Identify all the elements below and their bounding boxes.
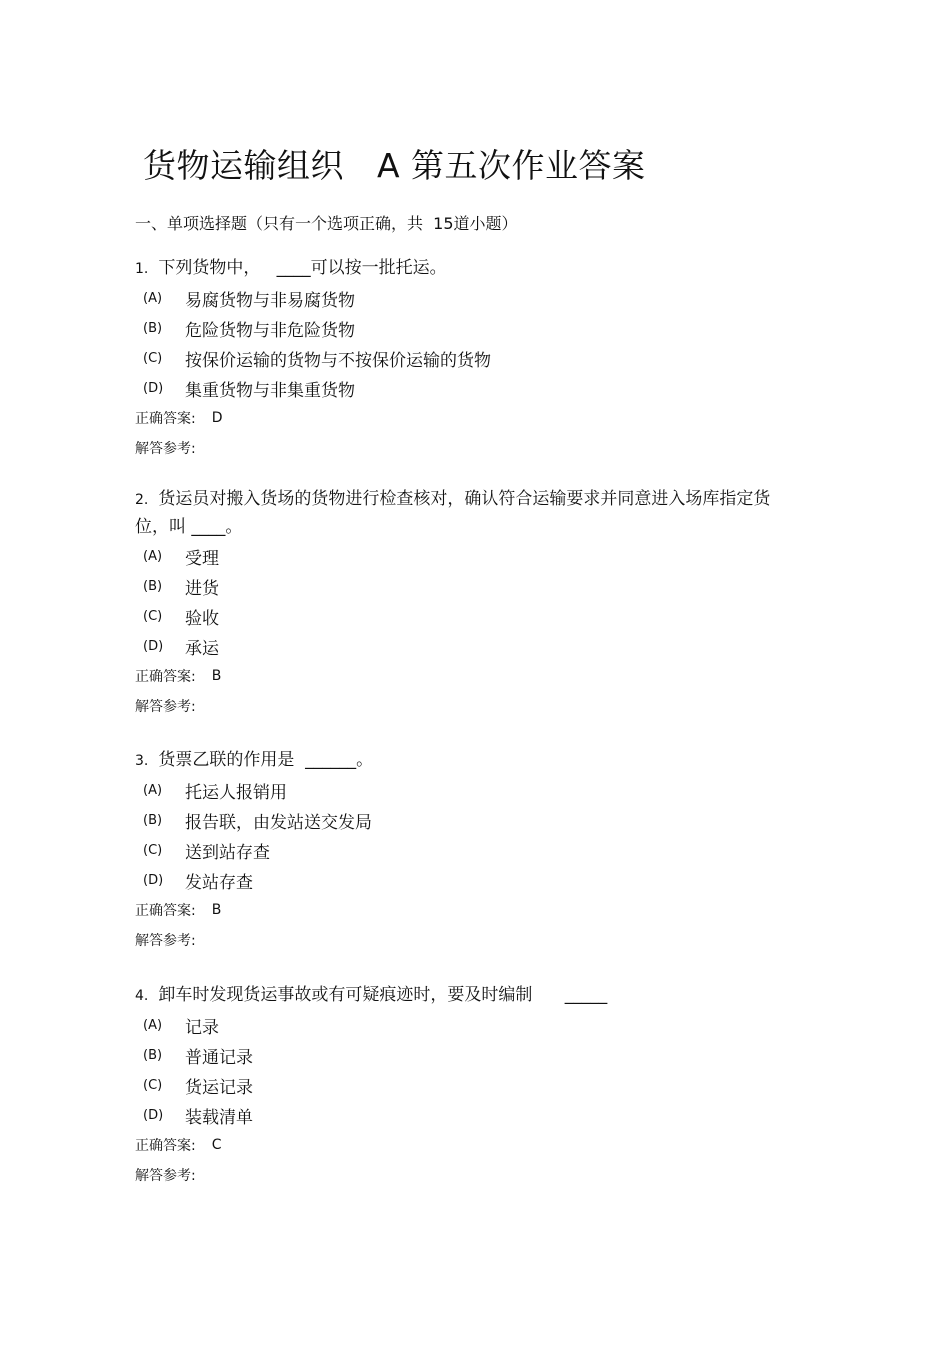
question-stem (135, 486, 775, 541)
option-d (135, 1100, 775, 1130)
correct-answer (135, 661, 775, 691)
reference-label: 解答参考: (135, 441, 196, 457)
answer-label: 正确答案: (135, 669, 196, 685)
reference-label: 解答参考: (135, 933, 196, 949)
correct-answer (135, 895, 775, 925)
option-c (135, 343, 775, 373)
option-text: 集重货物与非集重货物 (185, 380, 355, 401)
option-a (135, 775, 775, 805)
option-b (135, 805, 775, 835)
document-title: 货物运输组织 A 第五次作业答案 (143, 146, 646, 185)
answer-value: C (211, 1137, 222, 1153)
reference-label: 解答参考: (135, 699, 196, 715)
option-a (135, 283, 775, 313)
question-text: 货运员对搬入货场的货物进行检查核对，确认符合运输要求并同意进入场库指定货位，叫 ____。 (135, 489, 771, 537)
answer-label: 正确答案: (135, 903, 196, 919)
option-label: (A) (143, 548, 163, 564)
question-text: 货票乙联的作用是 ______。 (158, 750, 374, 770)
option-c (135, 835, 775, 865)
option-text: 装载清单 (185, 1107, 253, 1128)
option-text: 受理 (185, 548, 219, 569)
question-1 (135, 255, 775, 463)
question-3 (135, 747, 775, 955)
option-b (135, 313, 775, 343)
reference-label: 解答参考: (135, 1168, 196, 1184)
question-stem (135, 747, 775, 775)
option-label: (A) (143, 290, 163, 306)
answer-reference (135, 691, 775, 721)
option-text: 报告联，由发站送交发局 (185, 812, 372, 833)
option-d (135, 865, 775, 895)
answer-value: B (211, 902, 222, 918)
correct-answer (135, 403, 775, 433)
option-b (135, 571, 775, 601)
option-text: 按保价运输的货物与不按保价运输的货物 (185, 350, 491, 371)
correct-answer (135, 1130, 775, 1160)
option-d (135, 631, 775, 661)
option-text: 发站存查 (185, 872, 253, 893)
option-label: (B) (143, 578, 163, 594)
answer-reference (135, 1160, 775, 1190)
section-heading: 一、单项选择题（只有一个选项正确，共 15道小题） (135, 214, 518, 233)
answer-reference (135, 925, 775, 955)
option-a (135, 541, 775, 571)
question-stem (135, 255, 775, 283)
question-4 (135, 982, 775, 1190)
option-text: 易腐货物与非易腐货物 (185, 290, 355, 311)
option-text: 危险货物与非危险货物 (185, 320, 355, 341)
option-d (135, 373, 775, 403)
answer-label: 正确答案: (135, 411, 196, 427)
option-text: 进货 (185, 578, 219, 599)
option-label: (C) (143, 608, 163, 624)
option-label: (D) (143, 638, 164, 654)
question-number: 1. (135, 261, 149, 277)
option-label: (D) (143, 872, 164, 888)
question-number: 2. (135, 492, 149, 508)
question-text: 卸车时发现货运事故或有可疑痕迹时，要及时编制 _____ (158, 985, 608, 1005)
option-label: (B) (143, 812, 163, 828)
option-c (135, 601, 775, 631)
option-text: 承运 (185, 638, 219, 659)
question-number: 4. (135, 988, 149, 1004)
option-text: 验收 (185, 608, 219, 629)
question-2 (135, 486, 775, 721)
option-label: (C) (143, 350, 163, 366)
option-text: 送到站存查 (185, 842, 270, 863)
answer-label: 正确答案: (135, 1138, 196, 1154)
option-label: (A) (143, 1017, 163, 1033)
option-label: (B) (143, 1047, 163, 1063)
option-text: 托运人报销用 (185, 782, 287, 803)
option-label: (C) (143, 842, 163, 858)
answer-value: B (211, 668, 222, 684)
option-b (135, 1040, 775, 1070)
question-number: 3. (135, 753, 149, 769)
option-label: (D) (143, 380, 164, 396)
answer-value: D (211, 410, 223, 426)
option-c (135, 1070, 775, 1100)
option-label: (C) (143, 1077, 163, 1093)
option-label: (A) (143, 782, 163, 798)
option-text: 货运记录 (185, 1077, 253, 1098)
option-text: 普通记录 (185, 1047, 253, 1068)
question-stem (135, 982, 775, 1010)
option-label: (B) (143, 320, 163, 336)
option-a (135, 1010, 775, 1040)
answer-reference (135, 433, 775, 463)
question-text: 下列货物中， ____可以按一批托运。 (158, 258, 447, 278)
option-label: (D) (143, 1107, 164, 1123)
option-text: 记录 (185, 1017, 219, 1038)
